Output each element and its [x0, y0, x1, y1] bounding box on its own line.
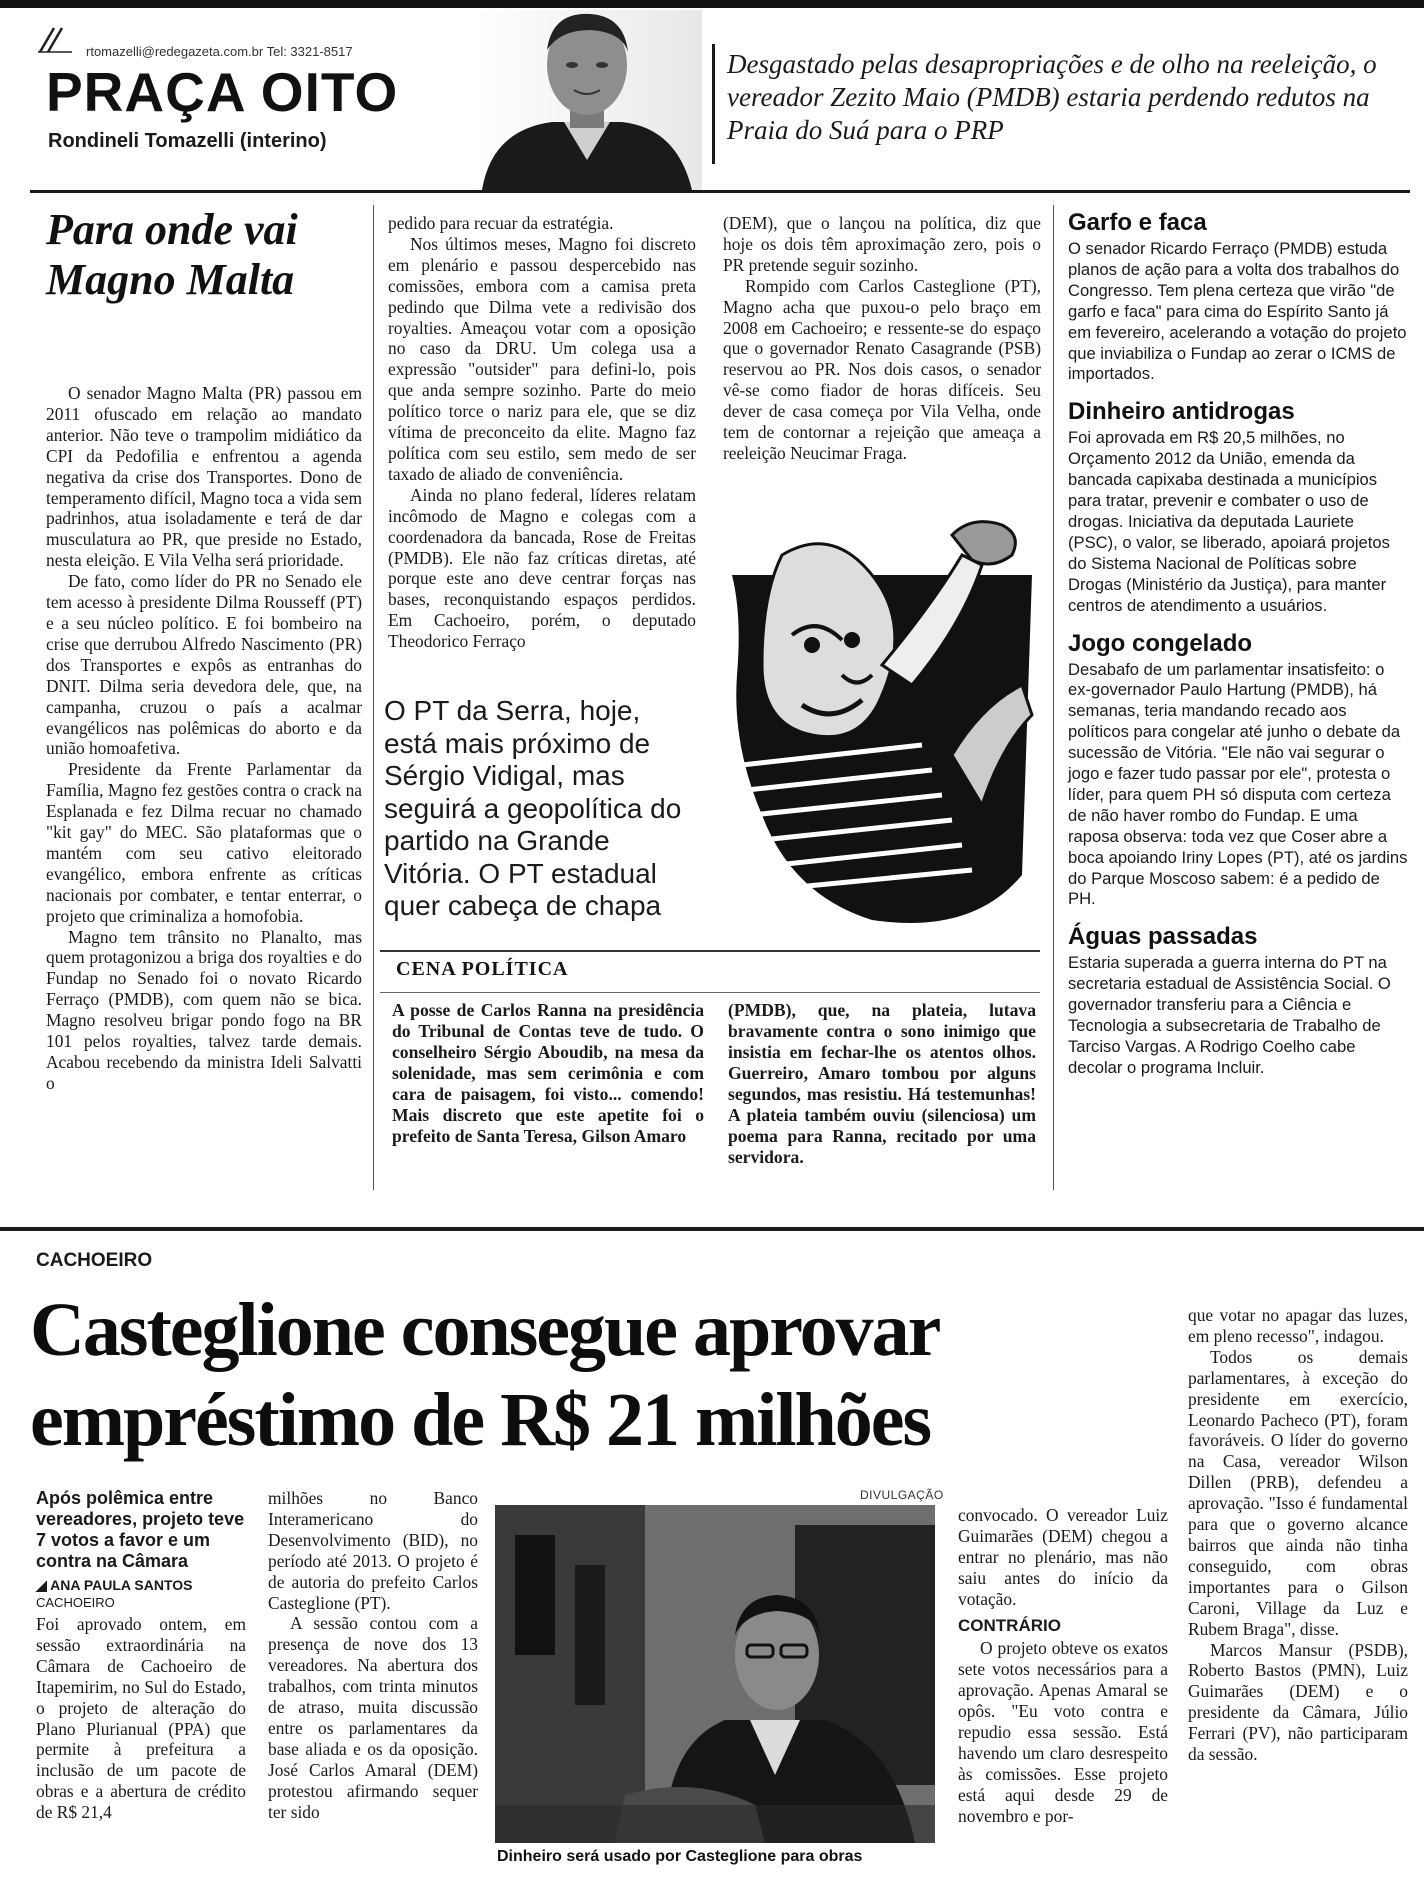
byline-name: ANA PAULA SANTOS — [50, 1577, 193, 1593]
note-text: Desabafo de um parlamentar insatisfeito: o ex-governador Paulo Hartung (PMDB), há semanas, teria mandando recado aos políticos para congelar até junho o debate da sucessão de Vitória. "Ele não vai segurar o jogo e fazer tudo passar por ele", protesta o líder, para quem PH só disputa com certeza de não haver rombo do Fundap. E uma raposa observa: toda vez que Coser abre a boca apoiando Iriny Lopes (PT), até os jardins do Parque Moscoso sabem: é a pedido de PH. — [1068, 659, 1408, 909]
caricature-illustration — [722, 515, 1040, 935]
note-title: Jogo congelado — [1068, 629, 1253, 657]
cena-politica-col2: (PMDB), que, na plateia, lutava bravamente contra o sono inimigo que insistia em fechar-lhe os atentos olhos. Guerreiro, Amaro tombou por alguns segundos, mas resistiu. Há testemunhas! A plateia também ouviu (silenciosa) um poema para Ranna, recitado por uma servidora. — [728, 1000, 1036, 1167]
cena-politica-col1: A posse de Carlos Ranna na presidência do Tribunal de Contas teve de tudo. O conselheiro Sérgio Aboudib, na mesa da solenidade, mas sem cerimônia e com cara de paisagem, foi visto... comendo! Mais discreto que este apetite foi o prefeito de Santa Teresa, Gilson Amaro — [392, 1000, 704, 1146]
paragraph: A sessão contou com a presença de nove dos 13 vereadores. Na abertura dos trabalhos, com trinta minutos de atraso, muita discussão entre os parlamentares da base aliada e os da oposição. José Carlos Amaral (DEM) protestou afirmando sequer ter sido — [268, 1613, 478, 1822]
cena-rule — [380, 950, 1040, 952]
column-author: Rondineli Tomazelli (interino) — [48, 130, 327, 152]
note-title: Águas passadas — [1068, 923, 1258, 951]
story2-col1 — [36, 1614, 246, 1823]
paragraph: Presidente da Frente Parlamentar da Família, Magno fez gestões contra o crack na Esplanada e fez Dilma recuar no chamado "kit gay" do MEC. São plataformas que o mantém com seu cativo eleitorado evangélico, embora enfrente as críticas nacionais por combater, e tentar enterrar, o projeto que criminaliza a homofobia. — [46, 759, 362, 926]
byline-arrow-icon: ◢ — [36, 1577, 51, 1593]
cena-rule — [380, 992, 1040, 993]
paragraph: Foi aprovado ontem, em sessão extraordinária na Câmara de Cachoeiro de Itapemirim, no Sul do Estado, o projeto de alteração do Plano Plurianual (PPA) que permite à prefeitura a inclusão de um pacote de obras e a abertura de crédito de R$ 21,4 — [36, 1614, 246, 1823]
top-rule — [0, 0, 1424, 8]
paragraph: O projeto obteve os exatos sete votos necessários para a aprovação. Apenas Amaral se opôs. "Eu voto contra e repudio essa sessão. Está havendo um claro desrespeito às comissões. Esse projeto está aqui desde 29 de novembro e por- — [958, 1638, 1168, 1826]
story2-col3 — [958, 1505, 1168, 1827]
header-rule — [30, 190, 1410, 193]
deck-rule — [712, 44, 715, 164]
column-contact: rtomazelli@redegazeta.com.br Tel: 3321-8517 — [86, 44, 353, 59]
pullquote: O PT da Serra, hoje, está mais próximo de Sérgio Vidigal, mas seguirá a geopolítica do partido na Grande Vitória. O PT estadual quer cabeça de chapa — [384, 695, 682, 921]
paragraph: O senador Magno Malta (PR) passou em 2011 ofuscado em relação ao mandato anterior. Não teve o trampolim midiático da CPI da Pedofilia e enfrentou a agenda negativa da crise dos Transportes. Dono de temperamento difícil, Magno toca a vida sem padrinhos, atua isoladamente e terá de dar musculatura ao PR, que preside no Estado, nesta eleição. E Vila Velha será prioridade. — [46, 383, 362, 571]
author-photo — [472, 10, 702, 190]
paragraph: Nos últimos meses, Magno foi discreto em plenário e passou despercebido nas comissões, embora com a camisa preta pedindo que Dilma vete a redivisão dos royalties. Ameaçou votar com a oposição no caso da DRU. Um colega usa a expressão "outsider" para defini-lo, pois que anda sempre sozinho. Parte do meio político torce o nariz para ele, que se diz vítima de preconceito da elite. Magno faz política com seu estilo, sem medo de ser taxado de aliado de conveniência. — [388, 233, 696, 484]
story-dateline: CACHOEIRO — [36, 1595, 115, 1610]
story-byline — [36, 1577, 192, 1594]
note-text: Estaria superada a guerra interna do PT na secretaria estadual de Assistência Social. O governador transferiu para a Ciência e Tecnologia a subsecretaria de Trabalho de Tarciso Vargas. A Rodrigo Coelho cabe decolar o programa Incluir. — [1068, 953, 1391, 1077]
story-subsection-title: CONTRÁRIO — [958, 1615, 1061, 1635]
story-subhead: Após polêmica entre vereadores, projeto teve 7 votos a favor e um contra na Câmara — [36, 1488, 245, 1571]
main-headline: Para onde vai Magno Malta — [46, 205, 298, 304]
note-text: O senador Ricardo Ferraço (PMDB) estuda planos de ação para a volta dos trabalhos do Congresso. Tem plena certeza que virão "de garfo e faca" para cima do Espírito Santo já em fevereiro, acelerando a votação do projeto que inviabiliza o Fundap ao zerar o ICMS de importados. — [1068, 239, 1407, 384]
story2-col4 — [1188, 1305, 1408, 1765]
paragraph: Magno tem trânsito no Planalto, mas quem protagonizou a briga dos royalties e do Fundap no Senado foi o novato Ricardo Ferraço (PMDB), com quem não se bica. Magno resolveu brigar pondo fogo na BR 101 pelos royalties, talvez tarde demais. Acabou recebendo da ministra Ideli Salvatti o — [46, 926, 362, 1093]
paragraph: que votar no apagar das luzes, em pleno recesso", indagou. — [1188, 1305, 1408, 1346]
photo-caption: Dinheiro será usado por Casteglione para obras — [497, 1848, 863, 1865]
story-headline: Casteglione consegue aprovar empréstimo de R$ 21 milhões — [30, 1288, 939, 1462]
column-rule — [1053, 205, 1054, 1190]
paragraph: Marcos Mansur (PSDB), Roberto Bastos (PMN), Luiz Guimarães (DEM) e o presidente da Câmara, Júlio Ferrari (PV), não participaram da sessão. — [1188, 1639, 1408, 1765]
news-photo — [495, 1505, 935, 1843]
notes-sidebar — [1068, 208, 1408, 1091]
main-story-col3 — [723, 213, 1041, 464]
note-text: Foi aprovada em R$ 20,5 milhões, no Orçamento 2012 da União, emenda da bancada capixaba destinada a municípios para tratar, prevenir e combater o uso de drogas. Iniciativa da deputada Lauriete (PSC), o valor, se liberado, apoiará projetos do Sistema Nacional de Políticas sobre Drogas (Ministério da Justiça), para manter centros de atendimento a usuários. — [1068, 428, 1390, 615]
paragraph: Todos os demais parlamentares, à exceção do presidente em exercício, Leonardo Pacheco (PT), foram favoráveis. O líder do governo na Casa, vereador Wilson Dillen (PRB), defendeu a aprovação. "Isso é fundamental para que o governo alcance bairros que ainda não tinha conseguido, com obras importantes para o Gilson Caroni, Village da Luz e Rubem Braga", disse. — [1188, 1346, 1408, 1639]
paragraph: pedido para recuar da estratégia. — [388, 213, 614, 233]
paragraph: Rompido com Carlos Casteglione (PT), Magno acha que puxou-o pelo braço em 2008 em Cachoeiro; e ressente-se do espaço que o governador Renato Casagrande (PSB) reservou ao PR. Nos dois casos, o senador vê-se como fiador de horas difíceis. Seu dever de casa começa por Vila Velha, onde tem de contornar a rejeição que ameaça a reeleição Neucimar Fraga. — [723, 275, 1041, 463]
paragraph: De fato, como líder do PR no Senado ele tem acesso à presidente Dilma Rousseff (PT) e a seu núcleo político. E foi bombeiro na crise que derrubou Alfredo Nascimento (PR) dos Transportes e expôs as entranhas do DNIT. Dilma seria devedora dele, que, na campanha, cruzou o país a acalmar evangélicos nas polêmicas do aborto e da união homoafetiva. — [46, 571, 362, 759]
note-title: Dinheiro antidrogas — [1068, 398, 1295, 426]
column-title: PRAÇA OITO — [46, 61, 399, 123]
section-rule — [0, 1227, 1424, 1231]
story-kicker: CACHOEIRO — [36, 1250, 153, 1271]
cena-politica-title: CENA POLÍTICA — [396, 958, 569, 980]
main-story-col2 — [388, 213, 696, 652]
story2-col2 — [268, 1488, 478, 1823]
paragraph: milhões no Banco Interamericano do Desenvolvimento (BID), no período até 2013. O projeto é de autoria do prefeito Carlos Casteglione (PT). — [268, 1488, 478, 1613]
photo-credit: DIVULGAÇÃO — [860, 1488, 944, 1502]
paragraph: (DEM), que o lançou na política, diz que hoje os dois têm aproximação zero, pois o PR pretende seguir sozinho. — [723, 213, 1041, 275]
section-logo-icon — [36, 24, 76, 54]
main-story-col1 — [46, 383, 362, 1094]
paragraph: convocado. O vereador Luiz Guimarães (DEM) chegou a entrar no plenário, mas não saiu antes do início da votação. — [958, 1505, 1168, 1609]
column-rule — [373, 205, 374, 1190]
column-deck: Desgastado pelas desapropriações e de olho na reeleição, o vereador Zezito Maio (PMDB) estaria perdendo redutos na Praia do Suá para o PRP — [727, 49, 1377, 145]
note-title: Garfo e faca — [1068, 209, 1207, 236]
paragraph: Ainda no plano federal, líderes relatam incômodo de Magno e colegas com a coordenadora da bancada, Rose de Freitas (PMDB). Ele não faz críticas diretas, até porque este ano deve centrar forças nas bases, reconquistando espaços perdidos. Em Cachoeiro, porém, o deputado Theodorico Ferraço — [388, 484, 696, 652]
